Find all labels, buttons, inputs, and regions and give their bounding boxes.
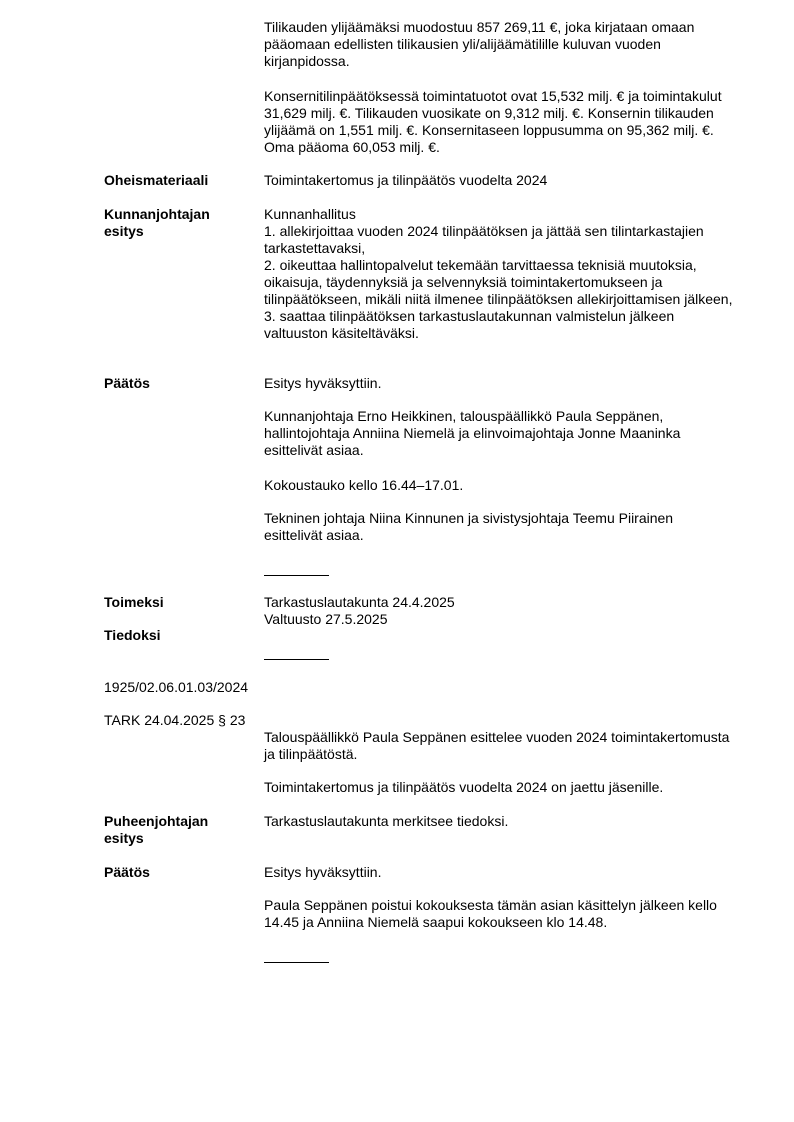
paatos-label-2: Päätös [104, 864, 150, 880]
proposal-item-1: 1. allekirjoittaa vuoden 2024 tilinpäätöksen ja jättää sen tilintarkastajien tarkastettavaksi, [264, 223, 704, 256]
oheismateriaali-text: Toimintakertomus ja tilinpäätös vuodelta 2024 [264, 172, 548, 188]
proposal-item-3: 3. saattaa tilinpäätöksen tarkastuslautakunnan valmistelun jälkeen valtuuston käsiteltäväksi. [264, 308, 675, 341]
kunnanjohtajan-label-line1: Kunnanjohtajan [104, 206, 210, 222]
distribution-text: Toimintakertomus ja tilinpäätös vuodelta 2024 on jaettu jäsenille. [264, 779, 664, 795]
section-divider [264, 962, 329, 963]
section-divider [264, 659, 329, 660]
oheismateriaali-label: Oheismateriaali [104, 172, 209, 188]
presentation-text: Talouspäällikkö Paula Seppänen esittelee vuoden 2024 toimintakertomusta ja tilinpäätöstä. [264, 729, 730, 762]
kunnanjohtajan-label-line2: esitys [104, 223, 144, 239]
consolidated-paragraph: Konsernitilinpäätöksessä toimintatuotot ovat 15,532 milj. € ja toimintakulut 31,629 milj. €. Tilikauden vuosikate on 9,312 milj. €. Konsernin tilikauden ylijäämä on 1,551 milj. €. Konsernitaseen loppusumma on 95,362 milj. €. Oma pääoma 60,053 milj. €. [264, 88, 722, 155]
puheenjohtajan-label-line1: Puheenjohtajan [104, 813, 209, 829]
puheenjohtajan-label-line2: esitys [104, 830, 144, 846]
decision-presenters-2: Tekninen johtaja Niina Kinnunen ja sivistysjohtaja Teemu Piirainen esittelivät asiaa. [264, 510, 674, 543]
section-divider [264, 575, 329, 576]
attendance-note: Paula Seppänen poistui kokouksesta tämän asian käsittelyn jälkeen kello 14.45 ja Anniina Niemelä saapui kokoukseen klo 14.48. [264, 897, 717, 930]
kunnanjohtajan-esitys-label [104, 206, 254, 240]
toimeksi-label: Toimeksi [104, 594, 164, 610]
tiedoksi-label: Tiedoksi [104, 627, 161, 643]
toimeksi-recipients [264, 594, 734, 628]
recipient-line: Tarkastuslautakunta 24.4.2025 [264, 594, 455, 610]
proposal-line: Kunnanhallitus [264, 206, 356, 222]
meeting-section: TARK 24.04.2025 § 23 [104, 712, 246, 728]
surplus-paragraph: Tilikauden ylijäämäksi muodostuu 857 269,11 €, joka kirjataan omaan pääomaan edellisten tilikausien yli/alijäämätilille kuluvan vuoden kirjanpidossa. [264, 19, 695, 69]
decision-break: Kokoustauko kello 16.44–17.01. [264, 477, 464, 493]
decision-text: Esitys hyväksyttiin. [264, 375, 382, 391]
kunnanjohtajan-esitys-text [264, 206, 734, 342]
chair-proposal-text: Tarkastuslautakunta merkitsee tiedoksi. [264, 813, 509, 829]
proposal-item-2: 2. oikeuttaa hallintopalvelut tekemään tarvittaessa teknisiä muutoksia, oikaisuja, täydennyksiä ja selvennyksiä toimintakertomukseen ja tilinpäätökseen, mikäli niitä ilmenee tilinpäätöksen allekirjoittamisen jälkeen, [264, 257, 733, 307]
decision-presenters: Kunnanjohtaja Erno Heikkinen, talouspäällikkö Paula Seppänen, hallintojohtaja Anniina Niemelä ja elinvoimajohtaja Jonne Maaninka esittelivät asiaa. [264, 408, 681, 458]
case-number: 1925/02.06.01.03/2024 [104, 679, 249, 695]
puheenjohtajan-esitys-label [104, 813, 254, 847]
decision-text-2: Esitys hyväksyttiin. [264, 864, 382, 880]
paatos-label: Päätös [104, 375, 150, 391]
recipient-line: Valtuusto 27.5.2025 [264, 611, 388, 627]
